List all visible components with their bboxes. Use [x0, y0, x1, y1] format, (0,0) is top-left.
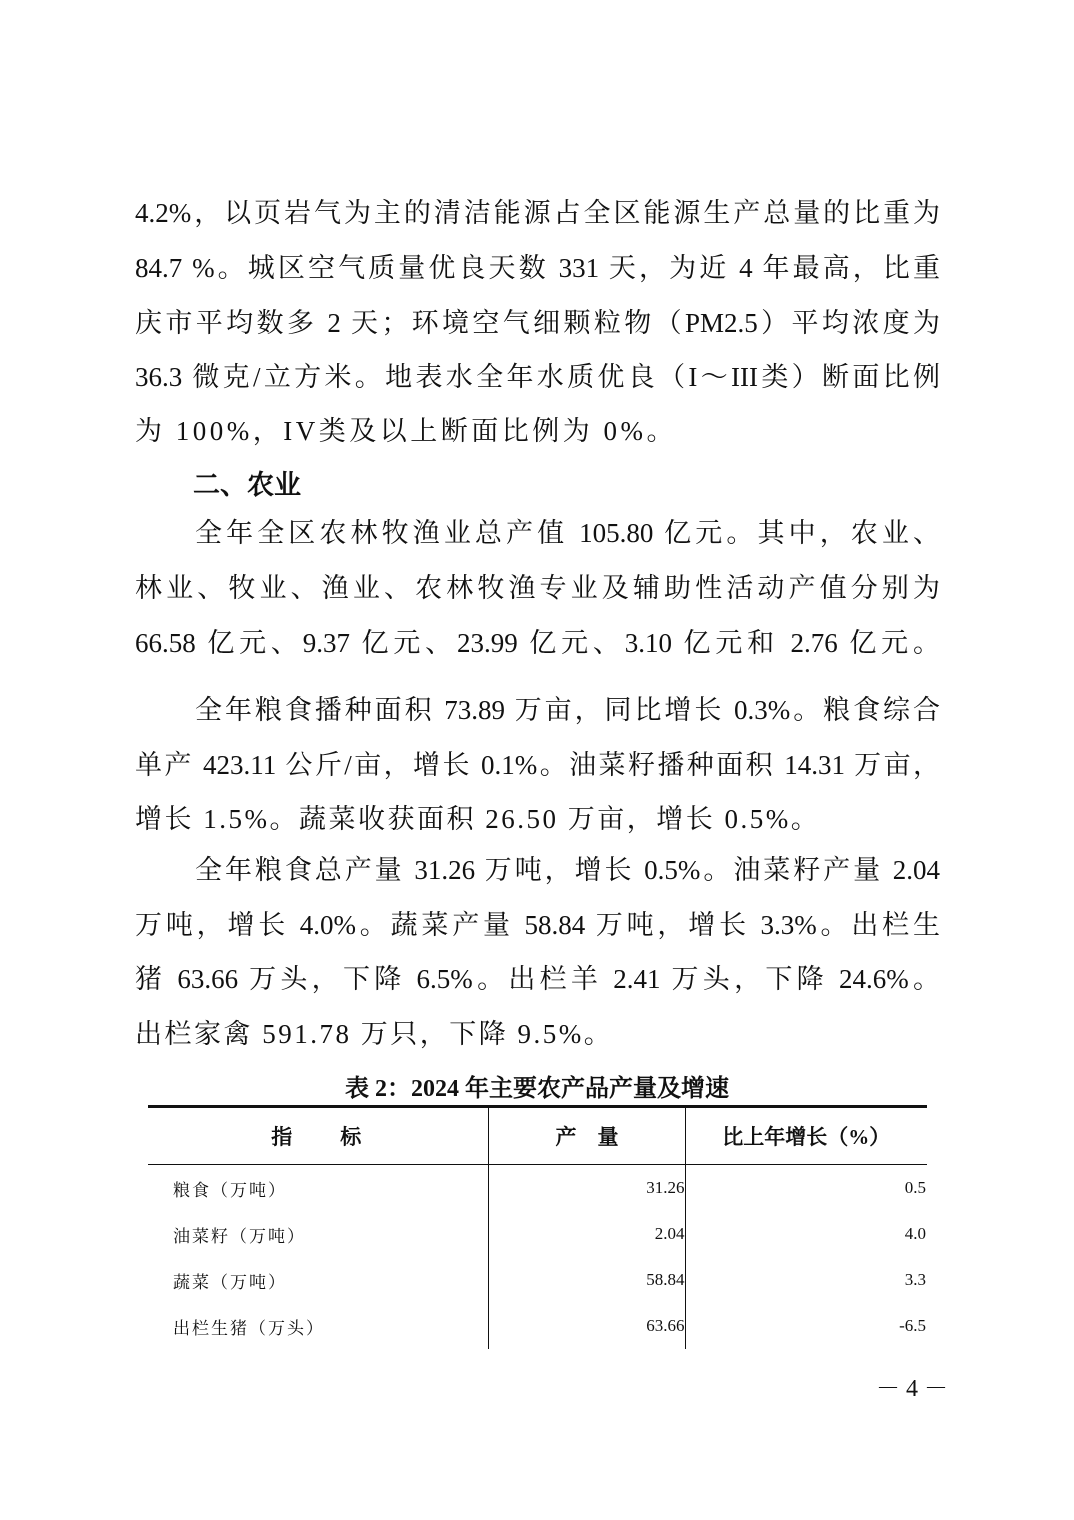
- header-growth: 比上年增长（%）: [722, 1125, 891, 1149]
- table-row: [148, 1257, 927, 1303]
- text-line: 66.58 亿元、9.37 亿元、23.99 亿元、3.10 亿元和 2.76 亿元。: [135, 628, 940, 658]
- table-header-row: [148, 1107, 927, 1165]
- text-line: 猪 63.66 万头，下降 6.5%。出栏羊 2.41 万头，下降 24.6%。: [135, 964, 940, 994]
- text-line: 为 100%，IV类及以上断面比例为 0%。: [135, 416, 677, 446]
- text-line: 4.2%，以页岩气为主的清洁能源占全区能源生产总量的比重为: [135, 198, 940, 228]
- text-line: 36.3 微克/立方米。地表水全年水质优良（I～III类）断面比例: [135, 362, 940, 392]
- text-line: 全年粮食总产量 31.26 万吨，增长 0.5%。油菜籽产量 2.04: [195, 855, 940, 885]
- header-indicator: 指 标: [271, 1125, 364, 1149]
- text-line: 林业、牧业、渔业、农林牧渔专业及辅助性活动产值分别为: [135, 573, 940, 603]
- cell-indicator: 粮食（万吨）: [173, 1180, 287, 1200]
- text-line: 庆市平均数多 2 天；环境空气细颗粒物（PM2.5）平均浓度为: [135, 308, 940, 338]
- text-line: 出栏家禽 591.78 万只，下降 9.5%。: [135, 1019, 614, 1049]
- cell-growth: 0.5: [904, 1178, 926, 1197]
- cell-output: 58.84: [488, 1257, 685, 1303]
- cell-growth: 4.0: [904, 1224, 926, 1243]
- cell-output: 2.04: [488, 1211, 685, 1257]
- cell-indicator: 油菜籽（万吨）: [173, 1226, 306, 1246]
- text-line: 全年全区农林牧渔业总产值 105.80 亿元。其中，农业、: [195, 518, 940, 548]
- table-row: [148, 1211, 927, 1257]
- cell-output: 31.26: [488, 1165, 685, 1212]
- text-line: 84.7 %。城区空气质量优良天数 331 天，为近 4 年最高，比重: [135, 253, 940, 283]
- header-output: 产 量: [488, 1107, 685, 1165]
- text-line: 万吨，增长 4.0%。蔬菜产量 58.84 万吨，增长 3.3%。出栏生: [135, 910, 940, 940]
- text-line: 全年粮食播种面积 73.89 万亩，同比增长 0.3%。粮食综合: [195, 695, 940, 725]
- cell-indicator: 蔬菜（万吨）: [173, 1272, 287, 1292]
- section-heading: 二、农业: [193, 470, 301, 500]
- text-line: 单产 423.11 公斤/亩，增长 0.1%。油菜籽播种面积 14.31 万亩，: [135, 750, 940, 780]
- cell-indicator: 出栏生猪（万头）: [173, 1318, 325, 1338]
- table-row: [148, 1303, 927, 1349]
- table-title: 表 2：2024 年主要农产品产量及增速: [345, 1076, 729, 1102]
- page-number: － 4 －: [876, 1376, 948, 1402]
- cell-output: 63.66: [488, 1303, 685, 1349]
- text-line: 增长 1.5%。蔬菜收获面积 26.50 万亩，增长 0.5%。: [135, 804, 821, 834]
- table-row: [148, 1165, 927, 1212]
- cell-growth: -6.5: [899, 1316, 926, 1335]
- cell-growth: 3.3: [904, 1270, 926, 1289]
- agri-products-table: [148, 1105, 927, 1349]
